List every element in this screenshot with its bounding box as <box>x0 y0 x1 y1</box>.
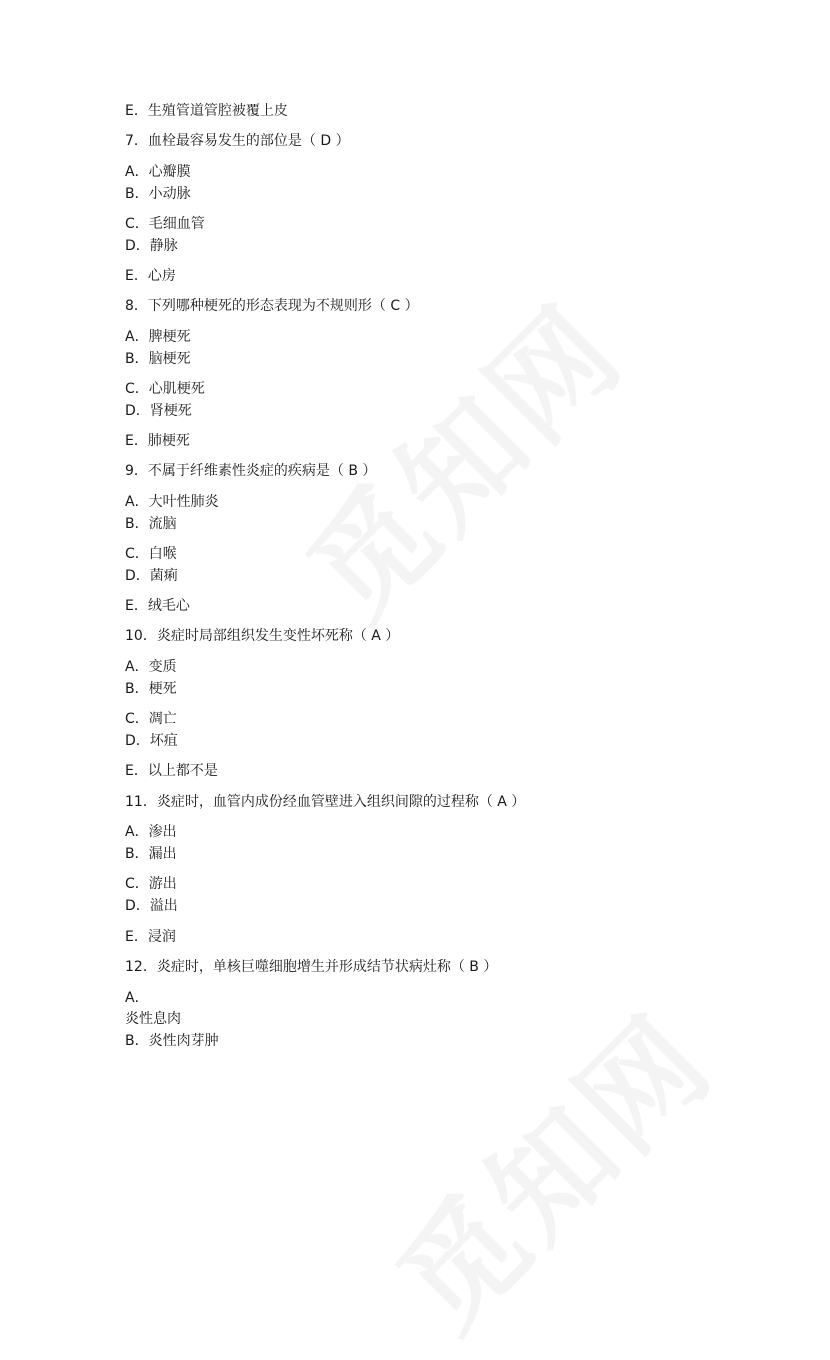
option-line: B．流脑 <box>125 516 177 532</box>
option-line: B．脑梗死 <box>125 351 191 367</box>
question-line: 7．血栓最容易发生的部位是（ D ） <box>125 133 350 149</box>
option-line: B．漏出 <box>125 846 177 862</box>
option-line: C．毛细血管 <box>125 216 205 232</box>
option-line: E．绒毛心 <box>125 598 190 614</box>
option-line: B．炎性肉芽肿 <box>125 1033 219 1049</box>
option-line: E．生殖管道管腔被覆上皮 <box>125 103 288 119</box>
option-line: E．浸润 <box>125 929 176 945</box>
option-line: A．心瓣膜 <box>125 164 191 180</box>
option-line: E．心房 <box>125 268 176 284</box>
question-line: 8．下列哪种梗死的形态表现为不规则形（ C ） <box>125 298 419 314</box>
option-line: D．坏疽 <box>125 733 178 749</box>
option-line: C．游出 <box>125 876 177 892</box>
question-line: 12．炎症时，单核巨噬细胞增生并形成结节状病灶称（ B ） <box>125 959 498 975</box>
option-line: D．菌痢 <box>125 568 178 584</box>
option-line: B．梗死 <box>125 681 177 697</box>
option-line: E．肺梗死 <box>125 433 190 449</box>
option-line: A．变质 <box>125 659 177 675</box>
option-line: D．静脉 <box>125 238 178 254</box>
option-line: D．溢出 <box>125 898 178 914</box>
option-line: A．脾梗死 <box>125 329 191 345</box>
question-line: 9．不属于纤维素性炎症的疾病是（ B ） <box>125 463 377 479</box>
option-line: A． <box>125 990 149 1006</box>
option-line: C．白喉 <box>125 546 177 562</box>
option-line: E．以上都不是 <box>125 763 218 779</box>
question-line: 11．炎症时，血管内成份经血管壁进入组织间隙的过程称（ A ） <box>125 794 526 810</box>
option-line: C．凋亡 <box>125 711 177 727</box>
watermark-text <box>265 262 654 651</box>
question-line: 10．炎症时局部组织发生变性坏死称（ A ） <box>125 628 400 644</box>
option-line: B．小动脉 <box>125 186 191 202</box>
watermark-text-bottom <box>355 972 744 1360</box>
option-line: D．肾梗死 <box>125 403 192 419</box>
option-line: A．渗出 <box>125 824 177 840</box>
option-line: C．心肌梗死 <box>125 381 205 397</box>
option-line: 炎性息肉 <box>125 1011 181 1027</box>
option-line: A．大叶性肺炎 <box>125 494 219 510</box>
